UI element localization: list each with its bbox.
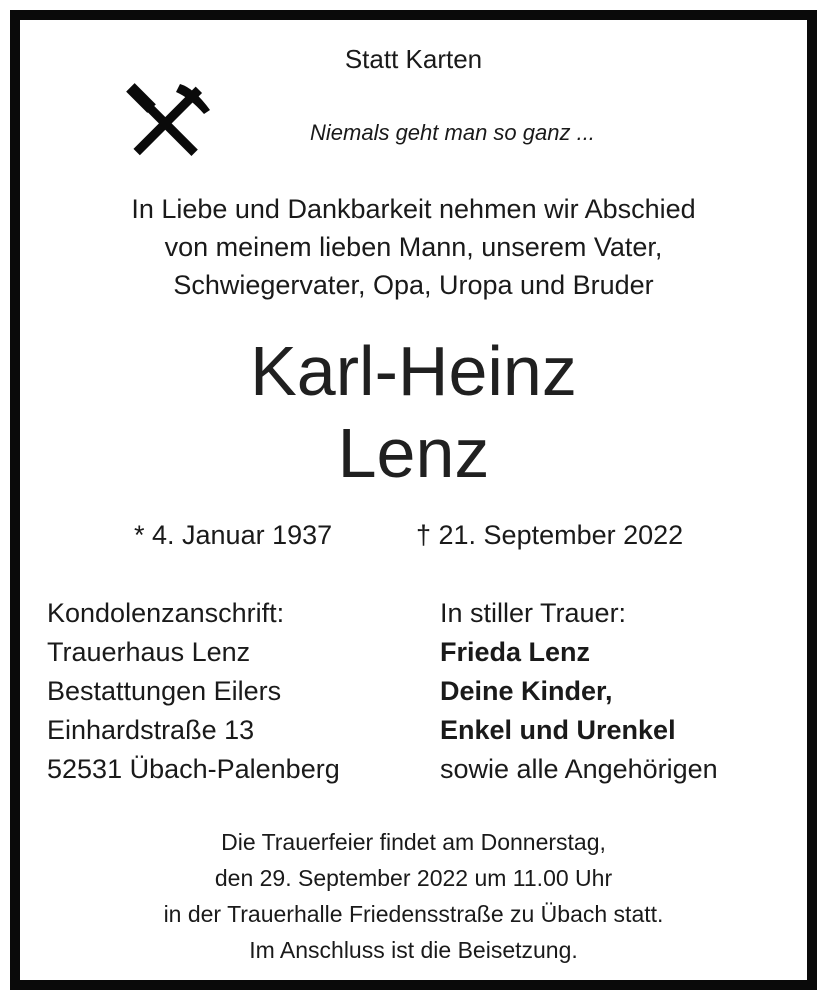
deceased-name	[0, 330, 827, 494]
address-line: Trauerhaus Lenz	[47, 637, 251, 667]
address-line: Bestattungen Eilers	[47, 676, 282, 706]
mourners-block	[440, 594, 718, 789]
mourner-name: Enkel und Urenkel	[440, 715, 676, 745]
service-line: Die Trauerfeier findet am Donnerstag,	[221, 829, 606, 855]
mourner-name: Deine Kinder,	[440, 676, 613, 706]
intro-line: Schwiegervater, Opa, Uropa und Bruder	[173, 270, 654, 300]
mourners-label: In stiller Trauer:	[440, 598, 627, 628]
mourner-name: Frieda Lenz	[440, 637, 591, 667]
death-date: † 21. September 2022	[416, 520, 684, 550]
condolence-label: Kondolenzanschrift:	[47, 598, 285, 628]
intro-line: In Liebe und Dankbarkeit nehmen wir Abschied	[131, 194, 696, 224]
address-line: 52531 Übach-Palenberg	[47, 754, 340, 784]
header-text: Statt Karten	[344, 44, 483, 74]
intro-text	[0, 190, 827, 304]
hammer-and-pick-icon	[120, 80, 212, 164]
service-line: Im Anschluss ist die Beisetzung.	[249, 937, 578, 963]
address-line: Einhardstraße 13	[47, 715, 255, 745]
service-line: in der Trauerhalle Friedensstraße zu Übach statt.	[163, 901, 664, 927]
birth-date: * 4. Januar 1937	[134, 520, 333, 550]
intro-line: von meinem lieben Mann, unserem Vater,	[164, 232, 663, 262]
service-info	[0, 824, 827, 968]
motto-text: Niemals geht man so ganz ...	[310, 120, 595, 145]
deceased-last-name: Lenz	[337, 414, 490, 492]
condolence-address	[47, 594, 340, 789]
service-line: den 29. September 2022 um 11.00 Uhr	[214, 865, 613, 891]
mourners-closing: sowie alle Angehörigen	[440, 754, 718, 784]
deceased-first-name: Karl-Heinz	[250, 332, 577, 410]
